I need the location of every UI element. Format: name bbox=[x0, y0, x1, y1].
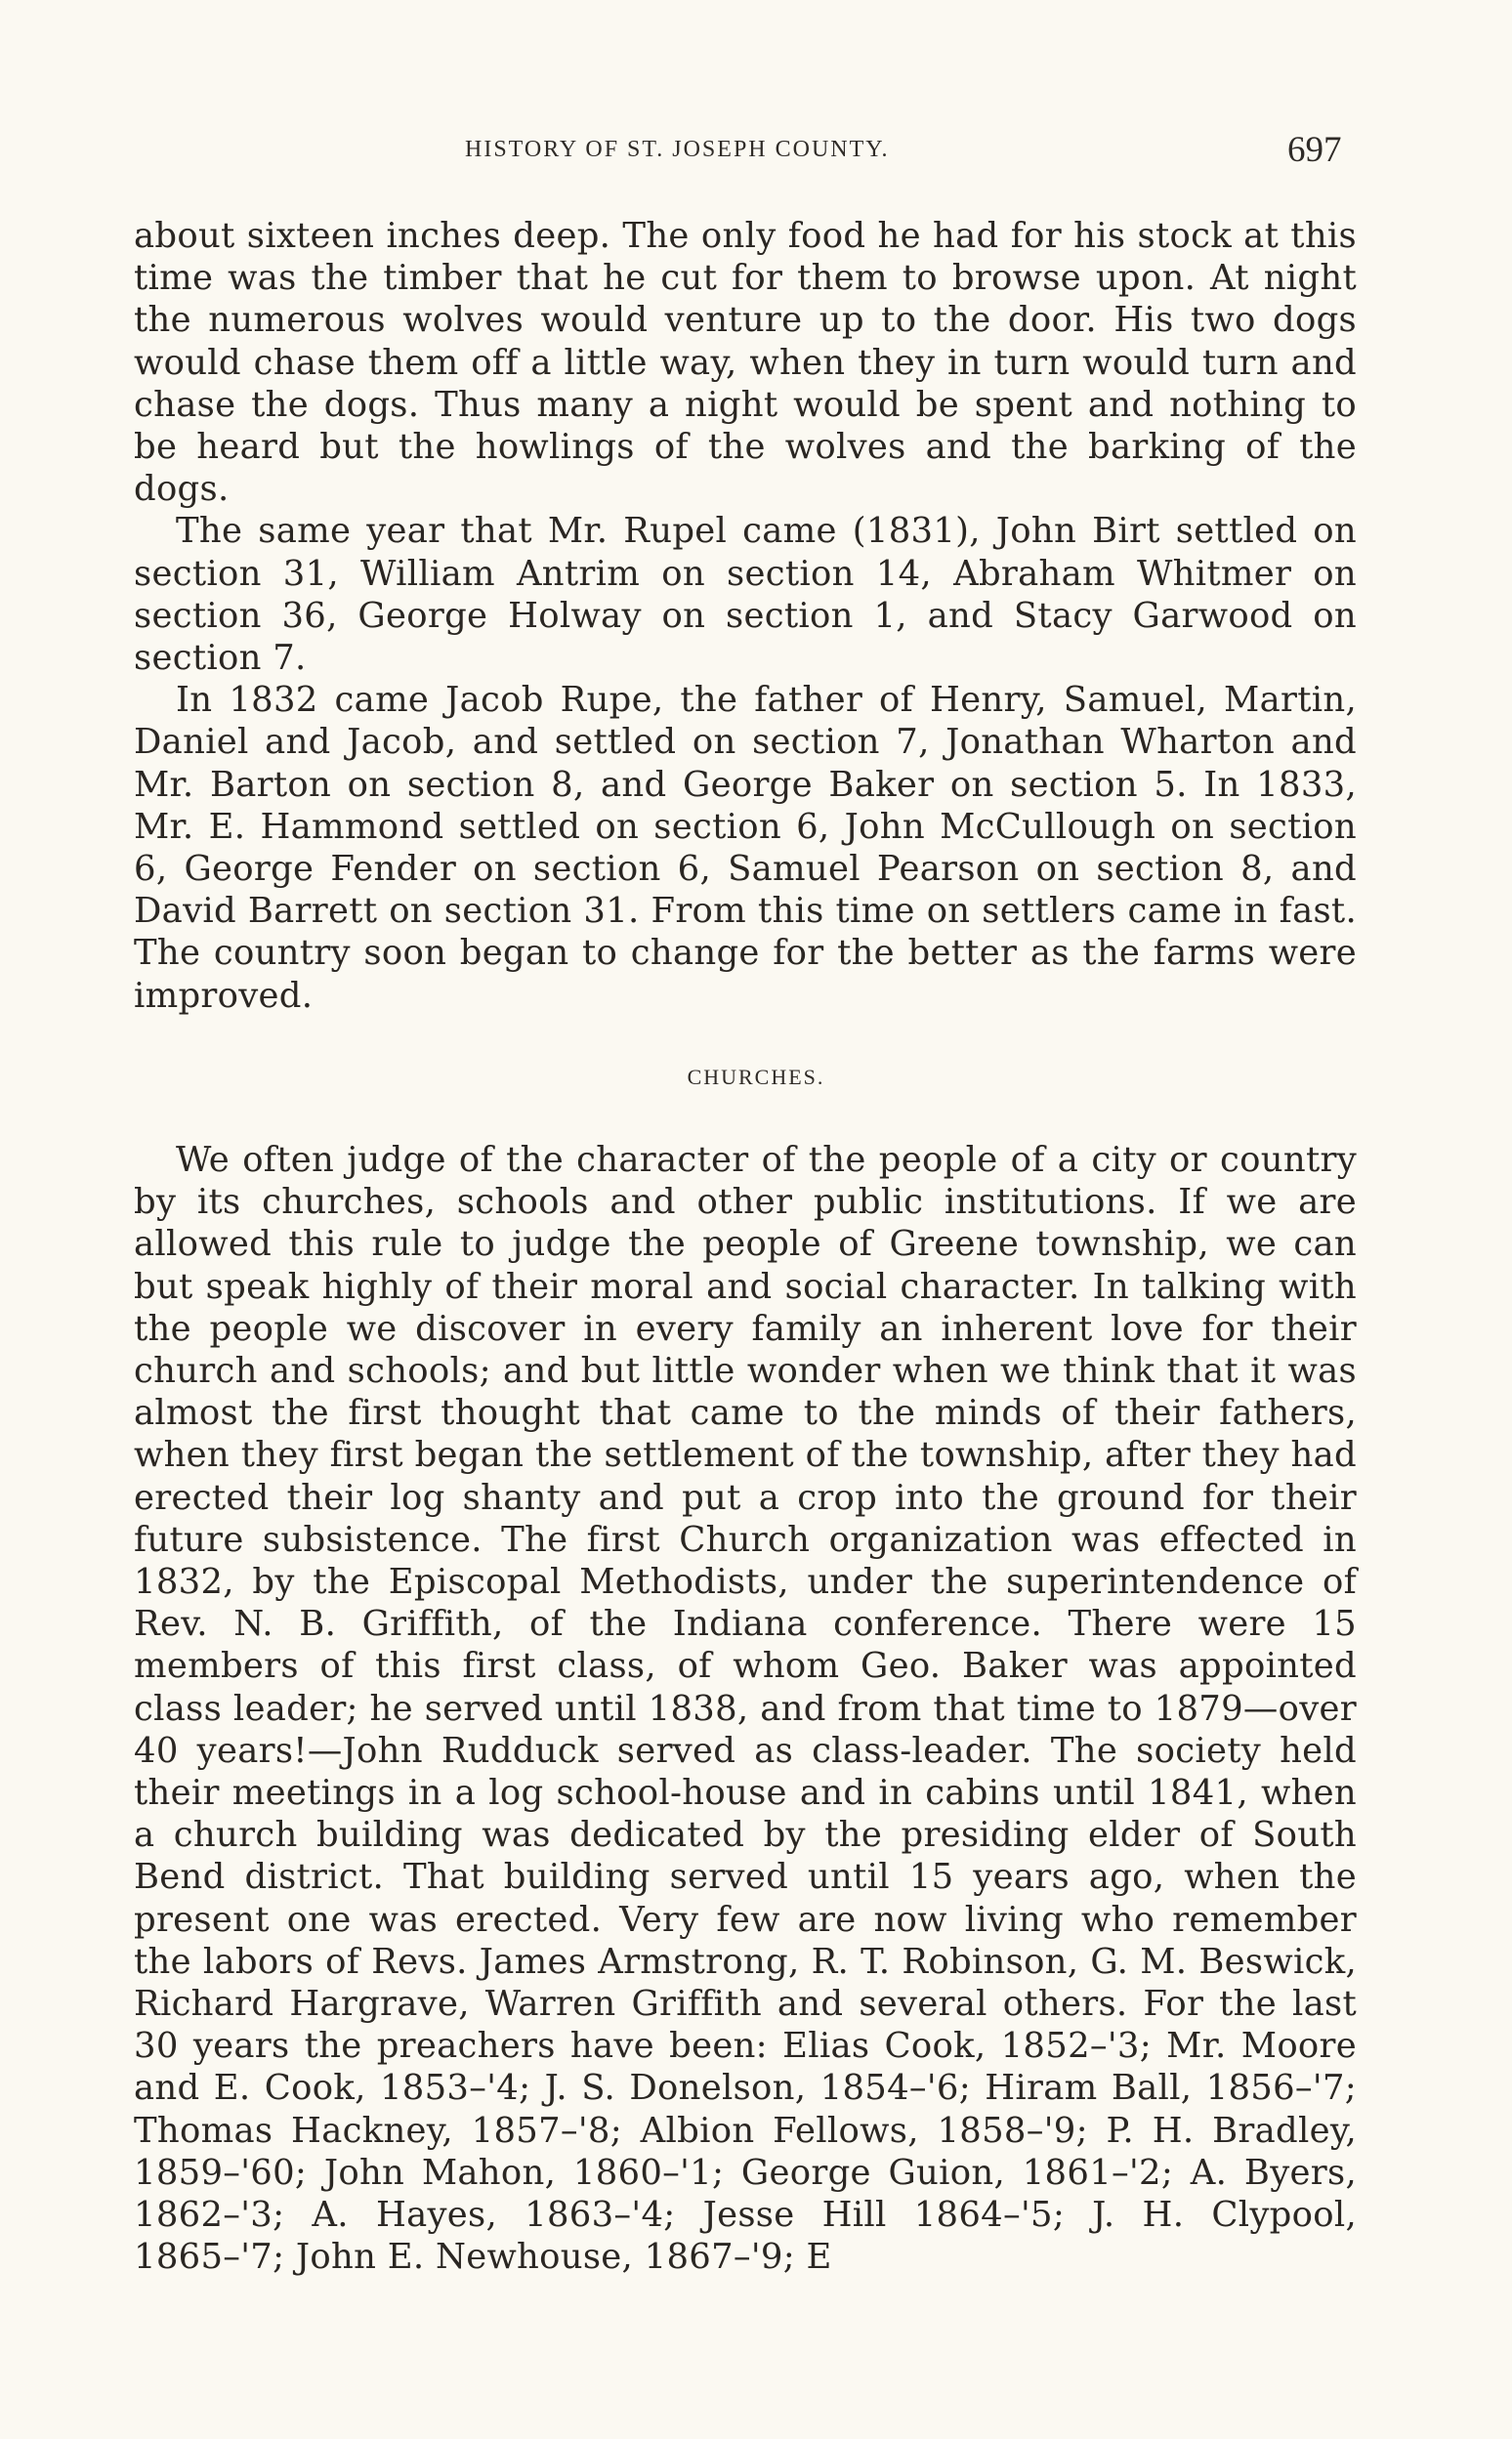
page-number: 697 bbox=[1287, 130, 1342, 170]
paragraph-churches: We often judge of the character of the people of a city or country by its churches, schools and other public institutions. If we are allowed this rule to judge the people of Greene township, we can but speak highly of their moral and social character. In talking with the people we discover in every family an inherent love for their church and schools; and but little wonder when we think that it was almost the first thought that came to the minds of their fathers, when they first began the settlement of the township, after they had erected their log shanty and put a crop into the ground for their future subsistence. The first Church organization was effected in 1832, by the Episcopal Methodists, under the superintendence of Rev. N. B. Griffith, of the Indiana conference. There were 15 members of this first class, of whom Geo. Baker was appointed class leader; he served until 1838, and from that time to 1879—over 40 years!—John Rudduck served as class-leader. The society held their meetings in a log school-house and in cabins until 1841, when a church building was dedicated by the presiding elder of South Bend district. That building served until 15 years ago, when the present one was erected. Very few are now living who remember the labors of Revs. James Armstrong, R. T. Robinson, G. M. Beswick, Richard Hargrave, Warren Griffith and several others. For the last 30 years the preachers have been: Elias Cook, 1852–'3; Mr. Moore and E. Cook, 1853–'4; J. S. Donelson, 1854–'6; Hiram Ball, 1856–'7; Thomas Hackney, 1857–'8; Albion Fellows, 1858–'9; P. H. Bradley, 1859–'60; John Mahon, 1860–'1; George Guion, 1861–'2; A. Byers, 1862–'3; A. Hayes, 1863–'4; Jesse Hill 1864–'5; J. H. Clypool, 1865–'7; John E. Newhouse, 1867–'9; E bbox=[134, 1140, 1357, 2278]
paragraph-1832-settlers: In 1832 came Jacob Rupe, the father of Henry, Samuel, Martin, Daniel and Jacob, and settled on section 7, Jonathan Wharton and Mr. Barton on section 8, and George Baker on section 5. In 1833, Mr. E. Hammond settled on section 6, John McCullough on section 6, George Fender on section 6, Samuel Pearson on section 8, and David Barrett on section 31. From this time on settlers came in fast. The country soon began to change for the better as the farms were improved. bbox=[134, 680, 1357, 1016]
paragraph-wolves: about sixteen inches deep. The only food he had for his stock at this time was the timber that he cut for them to browse upon. At night the numerous wolves would venture up to the door. His two dogs would chase them off a little way, when they in turn would turn and chase the dogs. Thus many a night would be spent and nothing to be heard but the howlings of the wolves and the barking of the dogs. bbox=[134, 216, 1357, 510]
running-title: HISTORY OF ST. JOSEPH COUNTY. bbox=[465, 137, 890, 162]
settlers-text-block bbox=[134, 215, 1357, 1017]
churches-text-block bbox=[134, 1139, 1357, 2278]
section-heading-churches: CHURCHES. bbox=[687, 1065, 825, 1089]
paragraph-1831-settlers: The same year that Mr. Rupel came (1831), John Birt settled on section 31, William Antrim on section 14, Abraham Whitmer on section 36, George Holway on section 1, and Stacy Garwood on section 7. bbox=[134, 511, 1357, 679]
